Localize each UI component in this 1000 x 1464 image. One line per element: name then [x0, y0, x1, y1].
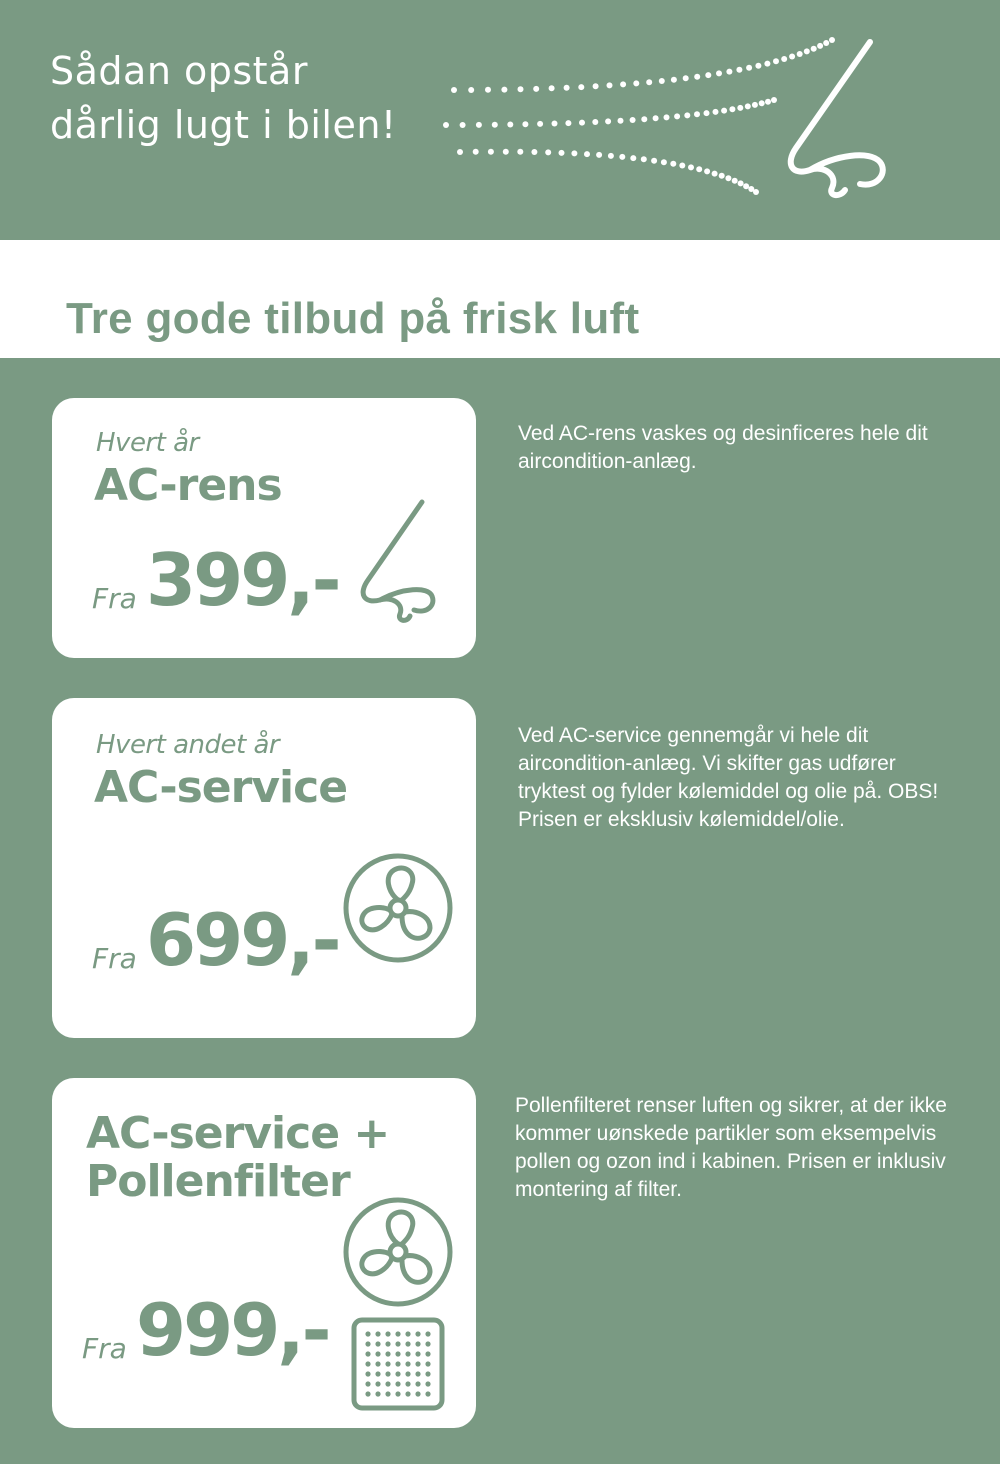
price-prefix: Fra	[92, 582, 137, 615]
filter-dot	[375, 1391, 380, 1396]
airflow-dot	[737, 105, 743, 111]
filter-dot	[365, 1371, 370, 1376]
filter-dot	[405, 1341, 410, 1346]
airflow-dot	[716, 70, 722, 76]
filter-dot	[395, 1361, 400, 1366]
filter-dot	[425, 1391, 430, 1396]
filter-dot	[385, 1351, 390, 1356]
airflow-dot	[755, 63, 761, 69]
airflow-dot	[789, 54, 795, 60]
airflow-dot	[773, 58, 779, 64]
airflow-dot	[473, 149, 479, 155]
airflow-dot	[605, 118, 611, 124]
filter-dot	[415, 1351, 420, 1356]
filter-dot	[405, 1351, 410, 1356]
filter-dot	[425, 1381, 430, 1386]
airflow-dot	[492, 122, 498, 128]
offer-name: AC-rens	[94, 460, 282, 511]
airflow-dot	[564, 85, 570, 91]
airflow-dot	[571, 150, 577, 156]
hero-title	[50, 44, 397, 152]
filter-dot	[425, 1351, 430, 1356]
filter-dot	[395, 1391, 400, 1396]
airflow-dot	[705, 72, 711, 78]
airflow-dot	[545, 149, 551, 155]
airflow-dot	[608, 153, 614, 159]
airflow-dot	[584, 151, 590, 157]
filter-dot	[415, 1381, 420, 1386]
filter-dot	[375, 1371, 380, 1376]
airflow-dot	[451, 87, 457, 93]
filter-dot	[405, 1371, 410, 1376]
airflow-dot	[743, 183, 749, 189]
filter-dot	[415, 1331, 420, 1336]
offer-description: Ved AC-service gennemgår vi hele dit aircondition-anlæg. Vi skifter gas udfører tryktest og fylder kølemiddel og olie på. OBS! Prisen er eksklusiv kølemiddel/olie.	[518, 724, 939, 831]
airflow-dot	[696, 166, 702, 172]
section-title: Tre gode tilbud på frisk luft	[66, 294, 640, 343]
filter-dot	[365, 1331, 370, 1336]
filter-dot	[405, 1361, 410, 1366]
filter-dot	[365, 1391, 370, 1396]
airflow-dot	[633, 80, 639, 86]
offer-description: Pollenfilteret renser luften og sikrer, at der ikke kommer uønskede partikler som eksempelvis pollen og ozon ind i kabinen. Prisen er inklusiv montering af filter.	[515, 1094, 947, 1201]
airflow-dot	[729, 106, 735, 112]
airflow-dot	[443, 122, 449, 128]
filter-dot	[385, 1361, 390, 1366]
offer-card-ac-service-pollenfilter	[52, 1078, 476, 1428]
airflow-dot	[518, 86, 524, 92]
airflow-dot	[704, 110, 710, 116]
offer-price: 399,-	[146, 538, 339, 622]
airflow-dot	[659, 78, 665, 84]
airflow-dot	[725, 175, 731, 181]
airflow-dot	[653, 115, 659, 121]
airflow-dot	[552, 121, 558, 127]
filter-dot	[375, 1331, 380, 1336]
airflow-dot	[596, 152, 602, 158]
airflow-dot	[752, 102, 758, 108]
nose-icon	[791, 42, 883, 195]
filter-dot	[375, 1361, 380, 1366]
airflow-dot	[531, 149, 537, 155]
airflow-dot	[476, 122, 482, 128]
offer-name-line1: AC-service +	[86, 1108, 390, 1159]
offer-frequency: Hvert andet år	[96, 730, 280, 760]
airflow-dot	[618, 118, 624, 124]
filter-dot	[425, 1371, 430, 1376]
filter-dot	[375, 1381, 380, 1386]
airflow-dot	[684, 112, 690, 118]
filter-dot	[395, 1381, 400, 1386]
filter-dot	[395, 1351, 400, 1356]
airflow-dot	[745, 103, 751, 109]
filter-dot	[395, 1371, 400, 1376]
airflow-dot	[488, 149, 494, 155]
airflow-dot	[746, 65, 752, 71]
airflow-dot	[549, 85, 555, 91]
airflow-dot	[641, 156, 647, 162]
price-prefix: Fra	[92, 942, 137, 975]
offer-name-line2: Pollenfilter	[86, 1156, 350, 1207]
filter-dot	[375, 1341, 380, 1346]
filter-dot	[415, 1371, 420, 1376]
filter-dot	[375, 1351, 380, 1356]
airflow-dot	[457, 149, 463, 155]
price-prefix: Fra	[82, 1332, 127, 1365]
filter-dot	[385, 1341, 390, 1346]
airflow-dot	[485, 87, 491, 93]
airflow-dot	[765, 99, 771, 105]
filter-dot	[385, 1391, 390, 1396]
airflow-dot	[630, 155, 636, 161]
airflow-dot	[704, 168, 710, 174]
hero-title-line2: dårlig lugt i bilen!	[50, 103, 397, 147]
airflow-dot	[619, 154, 625, 160]
airflow-dot	[501, 87, 507, 93]
airflow-dot	[559, 150, 565, 156]
airflow-dot	[460, 122, 466, 128]
filter-dot	[405, 1391, 410, 1396]
airflow-dot	[764, 61, 770, 67]
offer-card-ac-rens	[52, 398, 476, 658]
filter-dot	[395, 1341, 400, 1346]
airflow-dots-icon	[443, 37, 835, 195]
airflow-dot	[578, 84, 584, 90]
airflow-dot	[771, 97, 777, 103]
filter-dot	[415, 1391, 420, 1396]
airflow-dot	[712, 171, 718, 177]
filter-dot	[365, 1341, 370, 1346]
airflow-dot	[620, 81, 626, 87]
filter-dot	[425, 1361, 430, 1366]
offer-description: Ved AC-rens vaskes og desinficeres hele dit aircondition-anlæg.	[518, 422, 928, 473]
airflow-dot	[721, 108, 727, 114]
filter-dot	[405, 1331, 410, 1336]
fan-icon	[340, 850, 456, 966]
airflow-dot	[579, 120, 585, 126]
airflow-dot	[811, 46, 817, 52]
airflow-dot	[468, 87, 474, 93]
airflow-dot	[607, 82, 613, 88]
filter-dot	[385, 1331, 390, 1336]
airflow-dot	[671, 77, 677, 83]
airflow-dot	[759, 100, 765, 106]
offer-card-ac-service	[52, 698, 476, 1038]
filter-dot	[415, 1341, 420, 1346]
airflow-dot	[797, 51, 803, 57]
airflow-dot	[694, 74, 700, 80]
filter-dot	[415, 1361, 420, 1366]
offer-name: AC-service	[94, 762, 348, 813]
airflow-dot	[651, 158, 657, 164]
filter-dot	[425, 1341, 430, 1346]
airflow-dot	[592, 119, 598, 125]
airflow-dot	[694, 111, 700, 117]
airflow-nose-graphic	[440, 30, 900, 210]
filter-dot	[365, 1381, 370, 1386]
airflow-dot	[674, 113, 680, 119]
airflow-dot	[719, 173, 725, 179]
airflow-dot	[738, 180, 744, 186]
airflow-dot	[507, 122, 513, 128]
filter-dot	[385, 1381, 390, 1386]
airflow-dot	[565, 120, 571, 126]
airflow-dot	[804, 48, 810, 54]
airflow-dot	[713, 109, 719, 115]
filter-dot	[365, 1361, 370, 1366]
airflow-dot	[679, 163, 685, 169]
airflow-dot	[736, 67, 742, 73]
airflow-dot	[630, 117, 636, 123]
airflow-dot	[732, 178, 738, 184]
airflow-dot	[646, 79, 652, 85]
fan-icon	[340, 1194, 456, 1310]
offer-frequency: Hvert år	[96, 428, 199, 458]
airflow-dot	[683, 75, 689, 81]
airflow-dot	[503, 149, 509, 155]
airflow-dot	[593, 83, 599, 89]
filter-icon	[350, 1316, 446, 1412]
nose-icon	[352, 496, 442, 626]
airflow-dot	[753, 189, 759, 195]
airflow-dot	[688, 164, 694, 170]
filter-dot	[385, 1371, 390, 1376]
airflow-dot	[533, 86, 539, 92]
filter-dot	[365, 1351, 370, 1356]
filter-dot	[405, 1381, 410, 1386]
offer-price: 999,-	[136, 1288, 329, 1372]
airflow-dot	[522, 121, 528, 127]
airflow-dot	[661, 159, 667, 165]
airflow-dot	[641, 116, 647, 122]
airflow-dot	[726, 69, 732, 75]
airflow-dot	[823, 40, 829, 46]
offer-price: 699,-	[146, 898, 339, 982]
airflow-dot	[537, 121, 543, 127]
airflow-dot	[664, 114, 670, 120]
filter-dot	[425, 1331, 430, 1336]
airflow-dot	[517, 149, 523, 155]
filter-dot	[395, 1331, 400, 1336]
hero-banner	[0, 0, 1000, 240]
airflow-dot	[829, 37, 835, 43]
airflow-dot	[781, 56, 787, 62]
airflow-dot	[817, 43, 823, 49]
airflow-dot	[670, 161, 676, 167]
hero-title-line1: Sådan opstår	[50, 49, 308, 93]
